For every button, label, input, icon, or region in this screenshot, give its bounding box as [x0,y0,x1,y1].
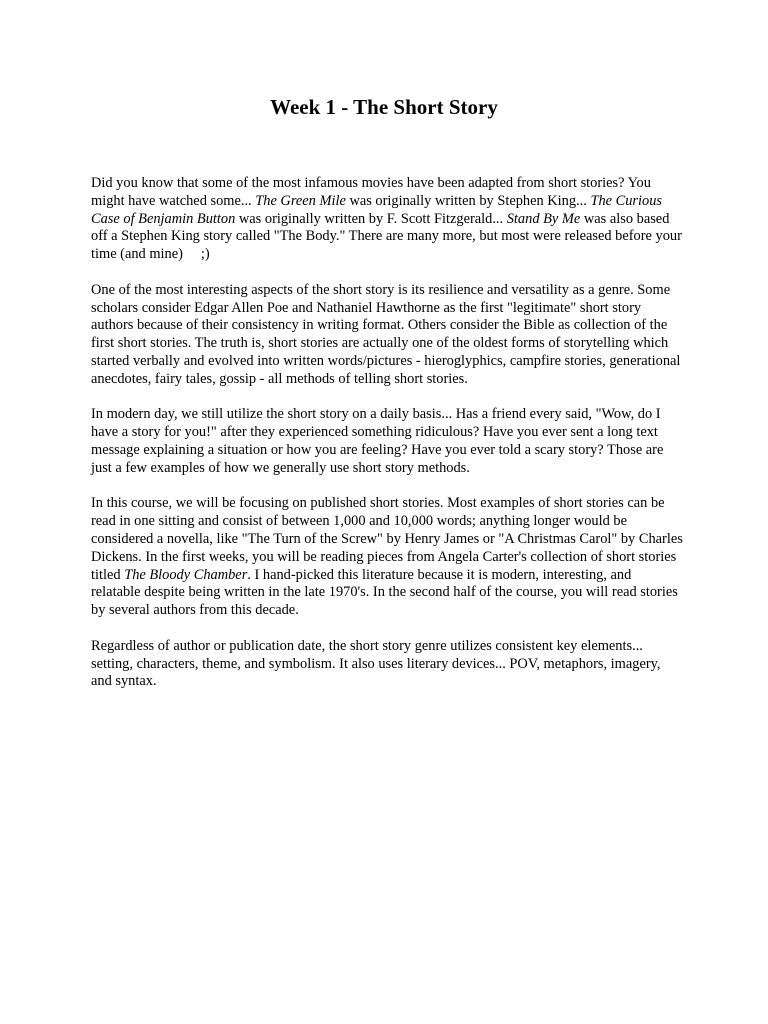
paragraph-key-elements: Regardless of author or publication date, the short story genre utilizes consistent key elements... setting, characters, theme, and symbolism. It also uses literary devices... POV, metaphors, imagery, and syntax. [91,637,661,690]
title-bloody-chamber: The Bloody Chamber [124,566,248,583]
paragraph-movies [91,175,683,264]
paragraph-modern-day: In modern day, we still utilize the short story on a daily basis... Has a friend every said, "Wow, do I have a story for you!" after they experienced something ridiculous? Have you ever sent a long text message explaining a situation or how you are feeling? Have you ever told a scary story? Those are just a few examples of how we generally use short story methods. [91,406,664,476]
document-body [91,175,683,709]
text-span: . I hand-picked this literature because it is modern, interesting, and relatable despite being written in the late 1970's. In the second half of the course, you will read stories by several authors from this decade. [91,566,678,619]
title-stand-by-me: Stand By Me [506,210,581,227]
paragraph-course [91,495,683,620]
text-span: In this course, we will be focusing on published short stories. Most examples of short stories can be read in one sitting and consist of between 1,000 and 10,000 words; anything longer would be considered a novella, like "The Turn of the Screw" by Henry James or "A Christmas Carol" by Charles Dickens. In the first weeks, you will be reading pieces from Angela Carter's collection of short stories titled [91,495,683,583]
text-span: was originally written by F. Scott Fitzgerald... [235,210,507,227]
title-green-mile: The Green Mile [255,192,346,209]
text-span: Did you know that some of the most infamous movies have been adapted from short stories? You might have watched some... [91,175,651,209]
wink-emoticon: ;) [200,246,210,263]
title-benjamin-button: The Curious Case of Benjamin Button [91,192,663,227]
text-span: was originally written by Stephen King... [345,192,591,209]
page-title: Week 1 - The Short Story [270,95,498,119]
paragraph-resilience: One of the most interesting aspects of the short story is its resilience and versatility as a genre. Some scholars consider Edgar Allen Poe and Nathaniel Hawthorne as the first "legitimate" short story authors because of their consistency in writing format. Others consider the Bible as collection of the first short stories. The truth is, short stories are actually one of the oldest forms of storytelling which started verbally and evolved into written words/pictures - hieroglyphics, campfire stories, generational anecdotes, fairy tales, gossip - all methods of telling short stories. [91,281,681,387]
text-span: was also based off a Stephen King story called "The Body." There are many more, but most were released before your time (and mine) [91,210,682,263]
